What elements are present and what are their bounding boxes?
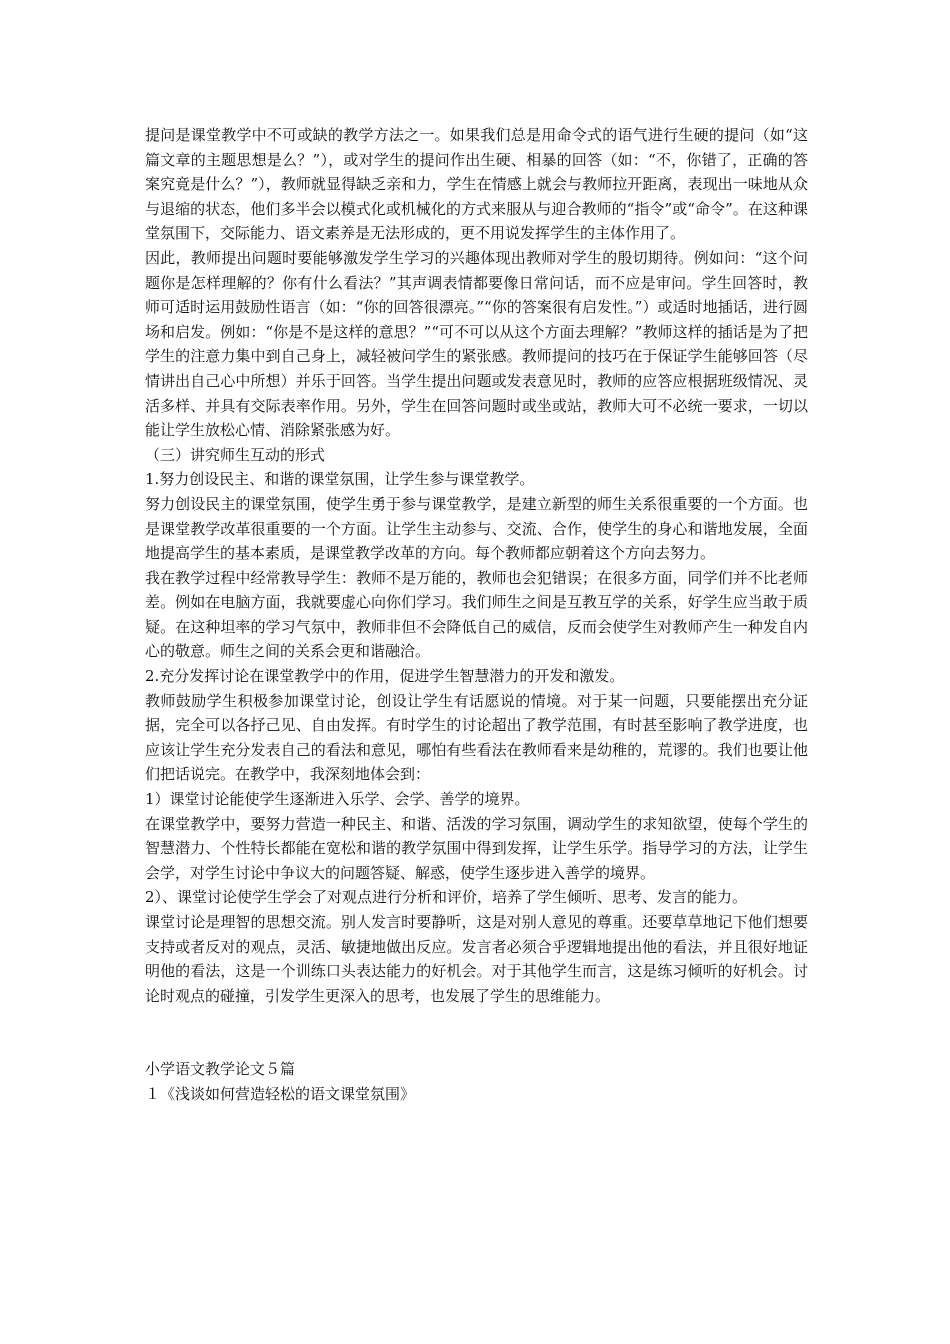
paragraph-discussion-encouragement: 教师鼓励学生积极参加课堂讨论，创设让学生有话愿说的情境。对于某一问题，只要能摆出充分证据，完全可以各抒己见、自由发挥。有时学生的讨论超出了教学范围，有时甚至影响了教学进度，也应该让学生充分发表自己的看法和意见，哪怕有些看法在教师看来是幼稚的，荒谬的。我们也要让他们把话说完。在教学中，我深刻地体会到： xyxy=(145,691,808,784)
paragraph-democratic-atmosphere: 努力创设民主的课堂氛围，使学生勇于参与课堂教学，是建立新型的师生关系很重要的一个方面。也是课堂教学改革很重要的一个方面。让学生主动参与、交流、合作，使学生的身心和谐地发展，全面地提高学生的基本素质，是课堂教学改革的方向。每个教师都应朝着这个方向去努力。 xyxy=(145,494,808,563)
document-body xyxy=(145,123,808,1107)
point-two-heading: 2）、课堂讨论使学生学会了对观点进行分析和评价，培养了学生倾听、思考、发言的能力。 xyxy=(145,888,748,907)
point-one-heading: 1）课堂讨论能使学生逐渐进入乐学、会学、善学的境界。 xyxy=(145,790,530,809)
paragraph-teacher-student-relation: 我在教学过程中经常教导学生：教师不是万能的，教师也会犯错误；在很多方面，同学们并不比老师差。例如在电脑方面，我就要虚心向你们学习。我们师生之间是互教互学的关系，好学生应当敢于质疑。在这种坦率的学习气氛中，教师非但不会降低自己的威信，反而会使学生对教师产生一种发自内心的敬意。师生之间的关系会更和谐融洽。 xyxy=(145,568,808,661)
footer-title: 小学语文教学论文５篇 xyxy=(145,1060,296,1079)
section-spacer xyxy=(145,1008,808,1057)
footer-item: １《浅谈如何营造轻松的语文课堂氛围》 xyxy=(145,1084,416,1103)
subheading-democratic-atmosphere: 1.努力创设民主、和谐的课堂氛围，让学生参与课堂教学。 xyxy=(145,470,535,489)
section-heading-interaction: （三）讲究师生互动的形式 xyxy=(145,445,326,464)
paragraph-point-one: 在课堂教学中，要努力营造一种民主、和谐、活泼的学习氛围，调动学生的求知欲望，使每个学生的智慧潜力、个性特长都能在宽松和谐的教学氛围中得到发挥，让学生乐学。指导学习的方法，让学生会学，对学生讨论中争议大的问题答疑、解惑，使学生逐步进入善学的境界。 xyxy=(145,814,808,882)
paragraph-questioning-techniques: 因此，教师提出问题时要能够激发学生学习的兴趣体现出教师对学生的殷切期待。例如问：“这个问题你是怎样理解的？你有什么看法？”其声调表情都要像日常问话，而不应是审问。学生回答时，教师可适时运用鼓励性语言（如：“你的回答很漂亮。”“你的答案很有启发性。”）或适时地插话，进行圆场和启发。例如：“你是不是这样的意思？”“可不可以从这个方面去理解？”教师这样的插话是为了把学生的注意力集中到自己身上，减轻被问学生的紧张感。教师提问的技巧在于保证学生能够回答（尽情讲出自己心中所想）并乐于回答。当学生提出问题或发表意见时，教师的应答应根据班级情况、灵活多样、并具有交际表率作用。另外，学生在回答问题时或坐或站，教师大可不必统一要求，一切以能让学生放松心情、消除紧张感为好。 xyxy=(145,248,808,440)
paragraph-questioning-intro: 提问是课堂教学中不可或缺的教学方法之一。如果我们总是用命令式的语气进行生硬的提问（如“这篇文章的主题思想是么？”），或对学生的提问作出生硬、相暴的回答（如：“不，你错了，正确的答案究竟是什么？”），教师就显得缺乏亲和力，学生在情感上就会与教师拉开距离，表现出一味地从众与退缩的状态，他们多半会以模式化或机械化的方式来服从与迎合教师的“指令”或“命令”。在这种课堂氛围下，交际能力、语文素养是无法形成的，更不用说发挥学生的主体作用了。 xyxy=(145,126,808,243)
subheading-discussion-role: 2.充分发挥讨论在课堂教学中的作用，促进学生智慧潜力的开发和激发。 xyxy=(145,667,625,686)
paragraph-point-two: 课堂讨论是理智的思想交流。别人发言时要静听，这是对别人意见的尊重。还要草草地记下他们想要支持或者反对的观点，灵活、敏捷地做出反应。发言者必须合乎逻辑地提出他的看法，并且很好地证明他的看法，这是一个训练口头表达能力的好机会。对于其他学生而言，这是练习倾听的好机会。讨论时观点的碰撞，引发学生更深入的思考，也发展了学生的思维能力。 xyxy=(145,913,808,1005)
